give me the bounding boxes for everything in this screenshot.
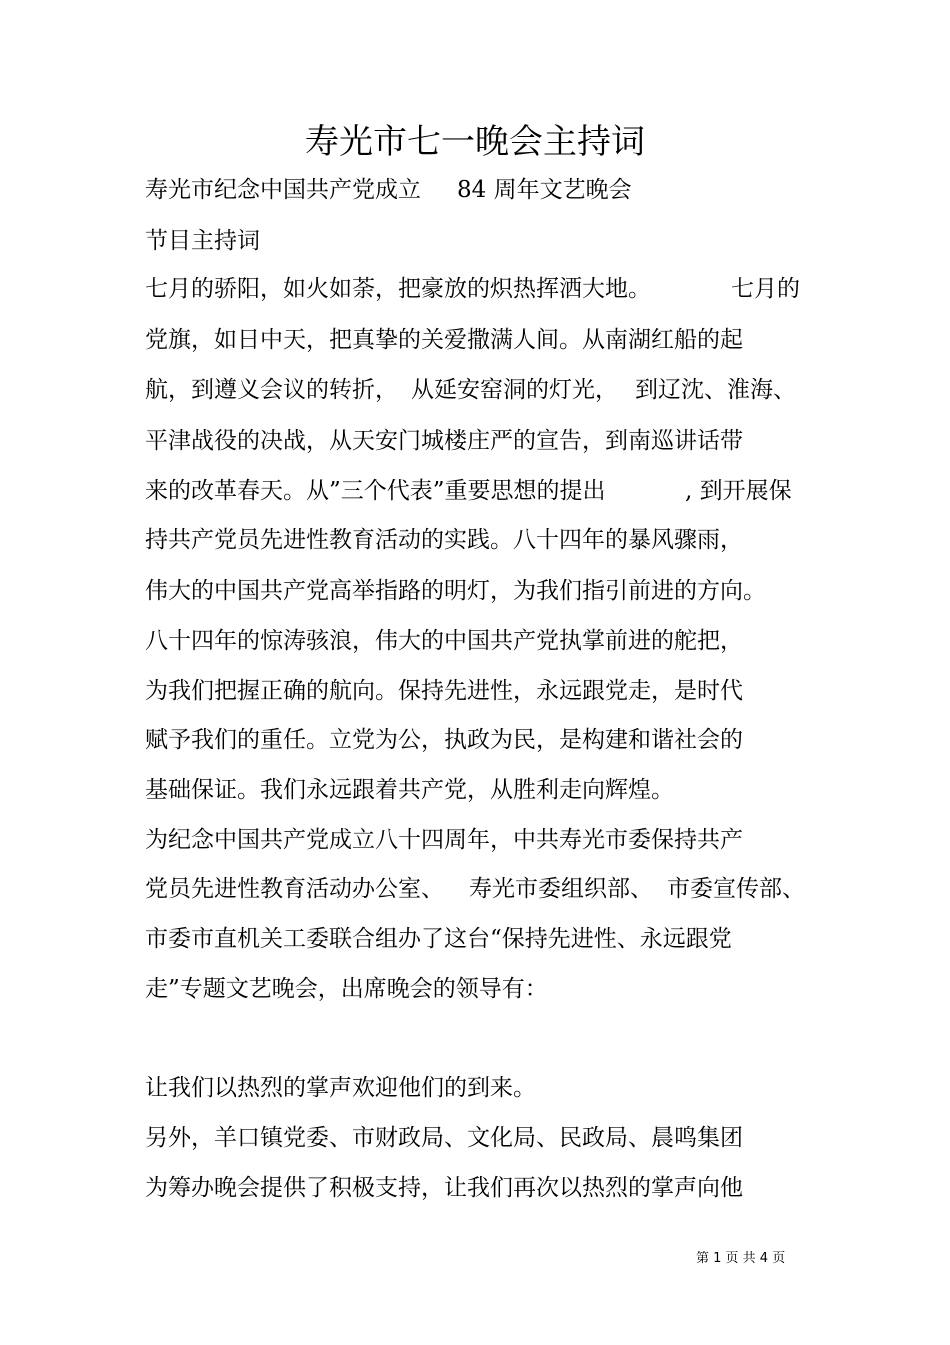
text-segment: 到辽沈、淮海、 [635,377,796,403]
text-segment: 来的改革春天。从”三个代表”重要思想的提出 [145,478,606,504]
text-segment: 让我们以热烈的掌声欢迎他们的到来。 [145,1075,536,1101]
text-segment: 持共产党员先进性教育活动的实践。八十四年的暴风骤雨， [145,527,743,553]
document-title: 寿光市七一晚会主持词 [305,122,645,162]
text-segment: 为筹办晚会提供了积极支持，让我们再次以热烈的掌声向他 [145,1175,743,1201]
text-segment: 党旗，如日中天，把真挚的关爱撒满人间。从南湖红船的起 [145,327,743,353]
subtitle-part2: 84 周年文艺晚会 [457,177,632,203]
text-segment: 为纪念中国共产党成立八十四周年，中共寿光市委保持共产 [145,827,743,853]
text-segment: 寿光市委组织部、 [469,876,653,902]
text-segment: 八十四年的惊涛骇浪，伟大的中国共产党执掌前进的舵把， [145,628,743,654]
page-number: 第 1 页 共 4 页 [696,1251,786,1266]
text-segment: 航，到遵义会议的转折， [145,377,398,403]
text-segment: 七月的骄阳，如火如荼，把豪放的炽热挥洒大地。 [145,276,651,302]
text-segment: 从延安窑洞的灯光， [411,377,618,403]
text-segment: 平津战役的决战，从天安门城楼庄严的宣告，到南巡讲话带 [145,428,743,454]
section-heading: 节目主持词 [145,228,260,254]
text-segment: 为我们把握正确的航向。保持先进性，永远跟党走，是时代 [145,678,743,704]
text-segment: 基础保证。我们永远跟着共产党，从胜利走向辉煌。 [145,777,674,803]
text-line [145,973,548,1069]
text-segment: 走”专题文艺晚会，出席晚会的领导有： [145,976,548,1002]
text-segment: 党员先进性教育活动办公室、 [145,876,444,902]
text-segment: 市委宣传部、 [667,876,805,902]
text-segment: 赋予我们的重任。立党为公，执政为民，是构建和谐社会的 [145,727,743,753]
text-segment: , 到开展保 [685,478,792,504]
text-segment: 市委市直机关工委联合组办了这台“保持先进性、永远跟党 [145,926,732,952]
subtitle-part1: 寿光市纪念中国共产党成立 [145,177,421,203]
text-segment: 伟大的中国共产党高举指路的明灯，为我们指引前进的方向。 [145,578,766,604]
text-segment: 七月的 [731,276,800,302]
text-segment: 另外，羊口镇党委、市财政局、文化局、民政局、晨鸣集团 [145,1125,743,1151]
